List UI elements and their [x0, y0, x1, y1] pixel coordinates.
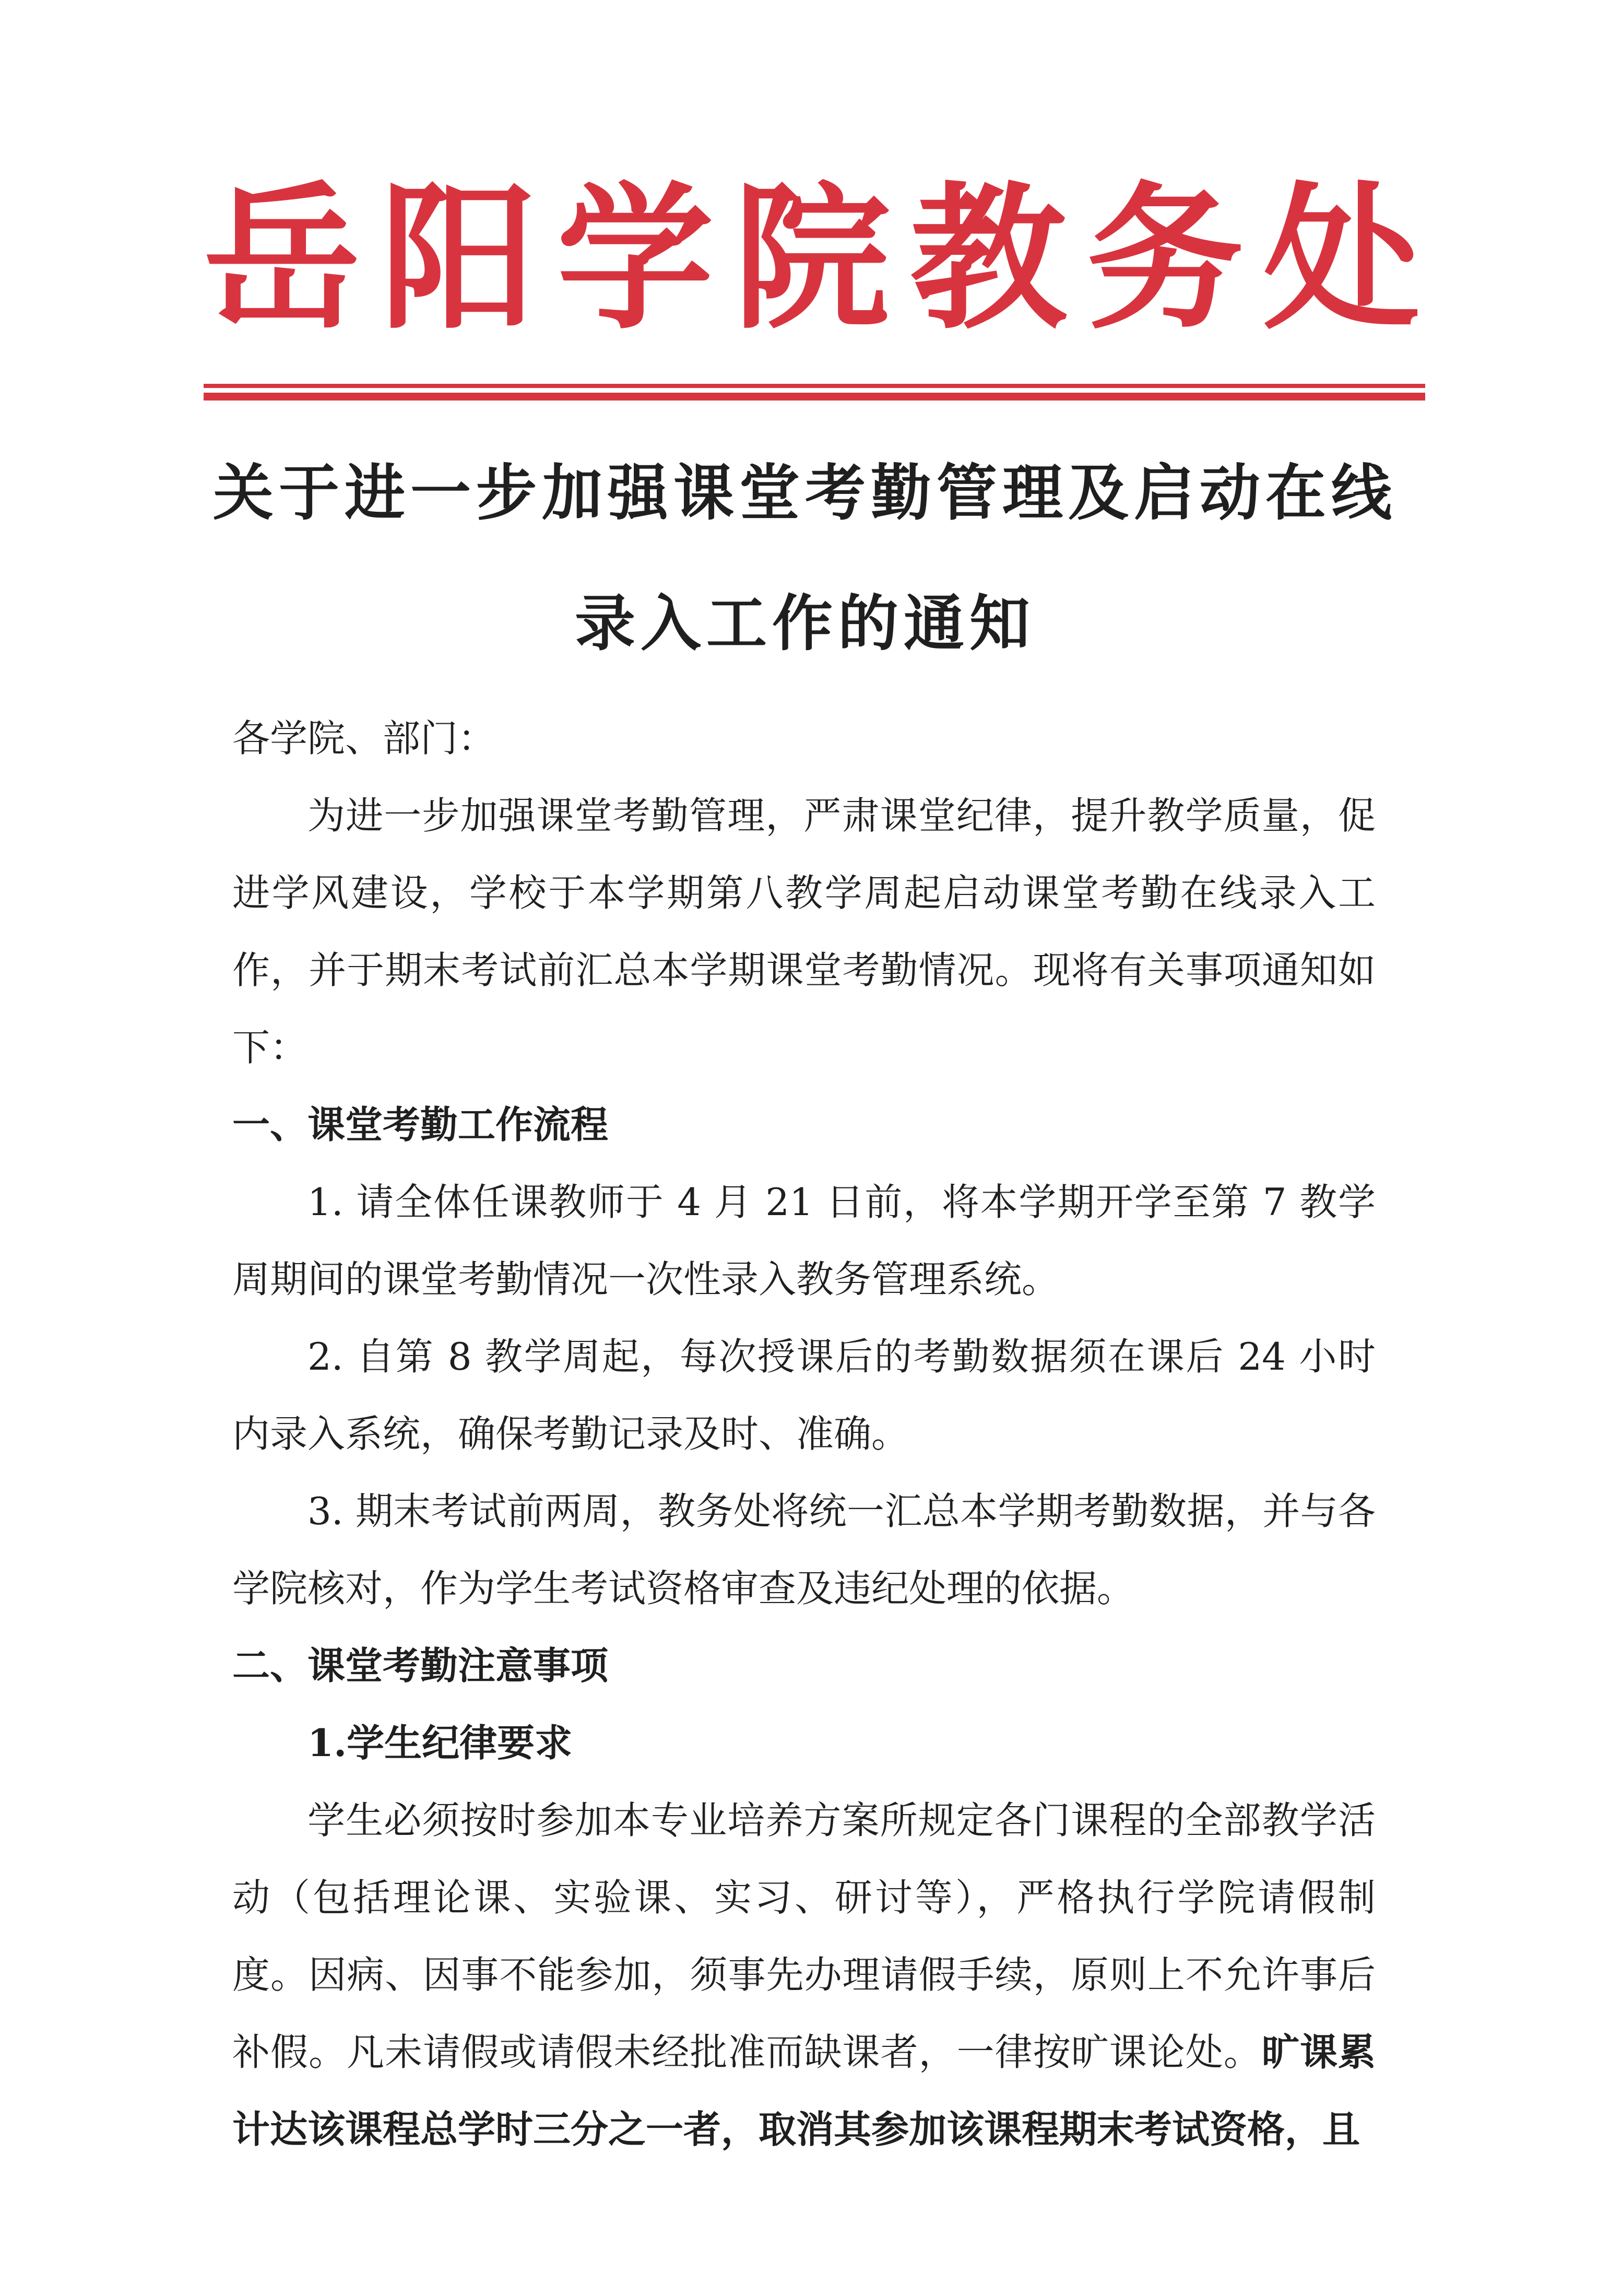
section-1-item: 2. 自第 8 教学周起，每次授课后的考勤数据须在课后 24 小时内录入系统，确保考勤记录及时、准确。	[232, 1335, 1376, 1456]
letterhead-char: 务	[1086, 166, 1244, 350]
document-body	[232, 700, 1376, 2168]
section-1-heading: 一、课堂考勤工作流程	[232, 1102, 609, 1147]
intro-paragraph: 为进一步加强课堂考勤管理，严肃课堂纪律，提升教学质量，促进学风建设，学校于本学期第八教学周起启动课堂考勤在线录入工作，并于期末考试前汇总本学期课堂考勤情况。现将有关事项通知如下：	[232, 794, 1376, 1069]
letterhead-divider-thin	[204, 384, 1425, 388]
letterhead-title	[204, 166, 1420, 350]
letterhead-char: 阳	[380, 166, 537, 350]
document-title-line-2: 录入工作的通知	[575, 588, 1035, 659]
letterhead-divider-thick	[204, 393, 1425, 401]
student-discipline-paragraph	[232, 1782, 1376, 2168]
letterhead-char: 岳	[204, 166, 360, 350]
document-title-line-1: 关于进一步加强课堂考勤管理及启动在线	[213, 457, 1397, 528]
letterhead-char: 教	[910, 166, 1067, 350]
letterhead-char: 学	[557, 166, 714, 350]
letterhead-char: 处	[1263, 166, 1420, 350]
student-discipline-text: 学生必须按时参加本专业培养方案所规定各门课程的全部教学活动（包括理论课、实验课、实习、研讨等），严格执行学院请假制度。因病、因事不能参加，须事先办理请假手续，原则上不允许事后补假。凡未请假或请假未经批准而缺课者，一律按旷课论处。	[232, 1798, 1376, 2074]
letterhead-char: 院	[733, 166, 890, 350]
student-discipline-bold-text: 旷课累计达该课程总学时三分之一者，取消其参加该课程期末考试资格，且	[232, 2030, 1376, 2151]
section-1-item: 3. 期末考试前两周，教务处将统一汇总本学期考勤数据，并与各学院核对，作为学生考试资格审查及违纪处理的依据。	[232, 1489, 1376, 1610]
section-2-subheading: 1.学生纪律要求	[307, 1721, 573, 1765]
section-1-item: 1. 请全体任课教师于 4 月 21 日前，将本学期开学至第 7 教学周期间的课堂考勤情况一次性录入教务管理系统。	[232, 1180, 1376, 1301]
section-2-heading: 二、课堂考勤注意事项	[232, 1643, 609, 1688]
salutation: 各学院、部门：	[232, 716, 496, 760]
